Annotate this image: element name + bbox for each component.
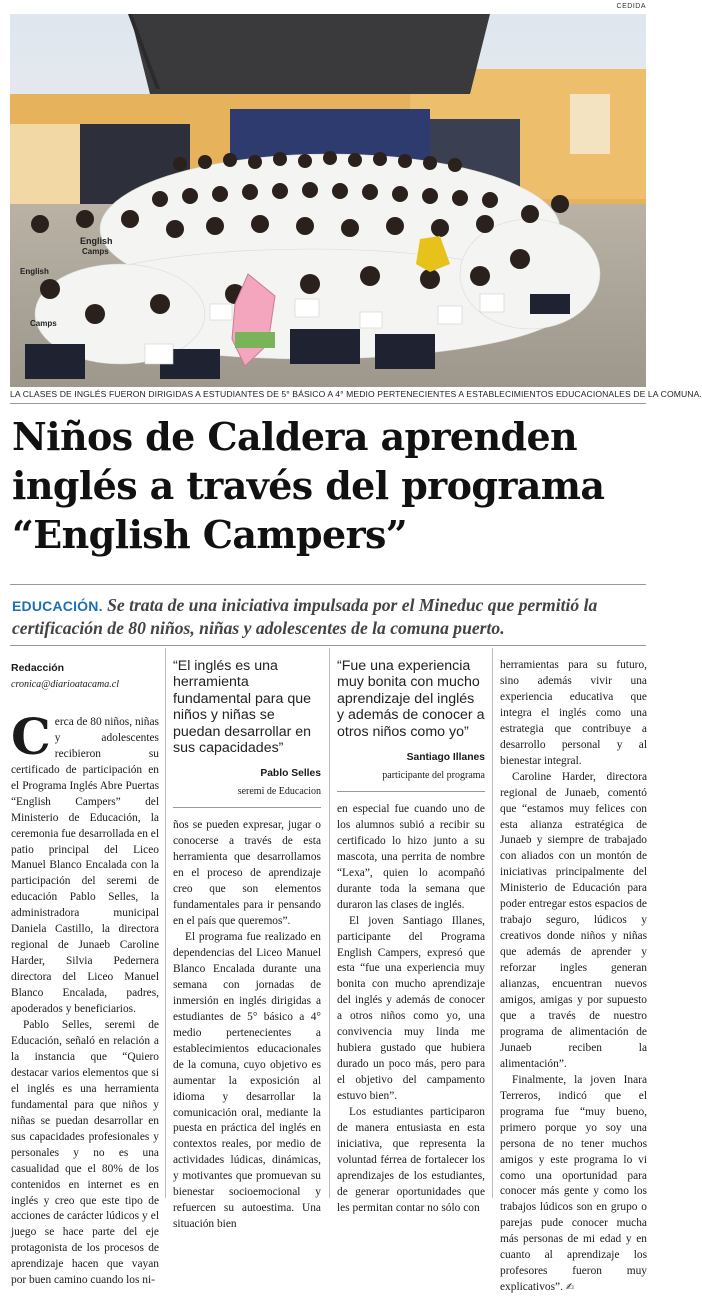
quote-divider [337, 791, 485, 792]
article-paragraph: ños se pueden expresar, jugar o conocerse a través de esta herramienta que desarrollamos en el proceso de aprendizaje creo que son elementos fundamentales para ir pensando en el país que queremos”. [173, 819, 321, 928]
article-column-3 [337, 658, 485, 1214]
byline-author: Redacción [11, 662, 65, 674]
headline-line: inglés a través del programa [12, 463, 605, 508]
article-paragraph: El programa fue realizado en dependencias del Liceo Manuel Blanco Encalada durante una semana con jornadas de inmersión en inglés dirigidas a estudiantes de 5° básico a 4° medio pertenecientes a establecimientos educacionales de la comuna, cuyo objetivo es aumentar la exposición al idioma y desarrollar la comunicación oral, mediante la puesta en práctica del inglés en contextos reales, por medio de actividades lúdicas, dinámicas, y motivantes que promuevan su bienestar socioemocional y refuercen su autoestima. Una situación bien [173, 931, 321, 1231]
caption-divider [10, 403, 646, 404]
article-column-1 [11, 658, 159, 1287]
article-column-4 [500, 658, 647, 1294]
article-paragraph: Caroline Harder, directora regional de Junaeb, comentó que “estamos muy felices con esta alianza estratégica de Junaeb y siempre de trabajado con aliados con un montón de iniciativas principalmente del Ministerio de Educación para poder entregar estos espacios de trabajo seguro, lúdicos y creativos donde niños y niñas que además de aprender y reforzar ingles generan alianzas, encuentran nuevos amigos, amigas y por supuesto que a través de nuestro programa de alimentación de Junaeb reciben la alimentación”. [500, 770, 647, 1070]
headline-line: Niños de Caldera aprenden [12, 414, 578, 459]
body-divider [10, 645, 646, 646]
shirt-print: Camps [30, 319, 57, 328]
article-paragraph: Cerca de 80 niños, niñas y adolescentes recibieron su certificado de participación en el Programa Inglés Abre Puertas “English Campers” del Ministerio de Educación, la ceremonia fue desarrollada en el patio principal del Liceo Manuel Blanco Encalada con la participación del seremi de educación Pablo Selles, la administradora municipal Daniela Castillo, la directora regional de Junaeb Caroline Harder, Silvia Pedernera directora del Liceo Manuel Blanco Encalada, padres, apoderados y beneficiarios. [11, 706, 159, 1016]
column-divider [165, 648, 166, 1198]
quote-attribution-role: seremi de Educacion [237, 786, 321, 798]
photo-caption: LA CLASES DE INGLÉS FUERON DIRIGIDAS A ESTUDIANTES DE 5° BÁSICO A 4° MEDIO PERTENECIENTES A ESTABLECIMIENTOS EDUCACIONALES DE LA COMUNA. [10, 389, 702, 399]
group-photo [10, 14, 646, 387]
article-paragraph: Los estudiantes participaron de manera entusiasta en esta iniciativa, que representa la voluntad férrea de fortalecer los aprendizajes de los estudiantes, de generar oportunidades que les permitan contar no sólo con [337, 1106, 485, 1214]
headline-line: “English Campers” [12, 512, 408, 557]
quote-divider [173, 807, 321, 808]
article-paragraph: herramientas para su futuro, sino además vivir una experiencia educativa que integra el inglés como una estrategia que contribuye a desarrollo personal y al bienestar integral. [500, 659, 647, 767]
quote-attribution-name: Santiago Illanes [406, 752, 485, 764]
shirt-print: English [20, 267, 49, 276]
headline [12, 412, 642, 559]
quote-attribution-role: participante del programa [382, 769, 485, 781]
article-paragraph: Finalmente, la joven Inara Terreros, indicó que el programa fue “muy bueno, primero porque yo soy una persona de no tener muchos amigos y este programa lo vi como una oportunidad para conocer más gente y como los trabajos lúdicos son en grupo o parejas pude conocer mucha más personas de mi edad y en cuanto al aprendizaje los profesores fueron muy explicativos”. ✍ [500, 1073, 647, 1294]
column-divider [329, 648, 330, 1198]
article-paragraph: en especial fue cuando uno de los alumnos subió a recibir su certificado lo hizo junto a su mascota, una perrita de nombre “Lexa”, quien lo acompañó durante toda la semana que duraron las clases de inglés. [337, 802, 485, 911]
deck [12, 594, 642, 639]
article-paragraph: El joven Santiago Illanes, participante del Programa English Campers, expresó que esta “fue una experiencia muy bonita con mucho aprendizaje del inglés y además de conocer a otros niños como yo, una convivencia muy linda me hubiera gustado que hubiera durado un poco más, pero para el objetivo del campamento estuvo bien”. [337, 914, 485, 1103]
article-paragraph: Pablo Selles, seremi de Educación, señaló en relación a la instancia que “Quiero destacar varios elementos que si el inglés es una herramienta fundamental para que niños y niñas se puedan desarrollar en sus capacidades profesionales y personales y no es una casualidad que el 80% de los contenidos en internet es en inglés y creo que este tipo de acciones de carácter lúdicos y el juego se hace parte del eje protagonista de los procesos de aprendizaje hacen que vayan por buen camino cuando los ni- [11, 1019, 159, 1287]
drop-cap: C [11, 706, 51, 766]
column-divider [492, 648, 493, 1198]
deck-text: Se trata de una iniciativa impulsada por el Mineduc que permitió la certificación de 80 niños, niñas y adolescentes de la comuna puerto. [12, 595, 598, 638]
end-mark-icon: ✍ [565, 1282, 575, 1294]
article-column-2 [173, 658, 321, 1231]
quote-attribution-name: Pablo Selles [260, 768, 321, 780]
photo-credit: CEDIDA [616, 3, 646, 10]
section-label: EDUCACIÓN. [12, 598, 103, 614]
shirt-print: English [80, 236, 113, 246]
pull-quote: “Fue una experiencia muy bonita con mucho aprendizaje del inglés y además de conocer a otros niños como yo” [337, 658, 485, 740]
pull-quote: “El inglés es una herramienta fundamental para que niños y niñas se puedan desarrollar en sus capacidades” [173, 658, 312, 757]
deck-divider [10, 584, 646, 585]
byline-email[interactable]: cronica@diarioatacama.cl [11, 678, 119, 690]
shirt-print: Camps [82, 247, 109, 256]
